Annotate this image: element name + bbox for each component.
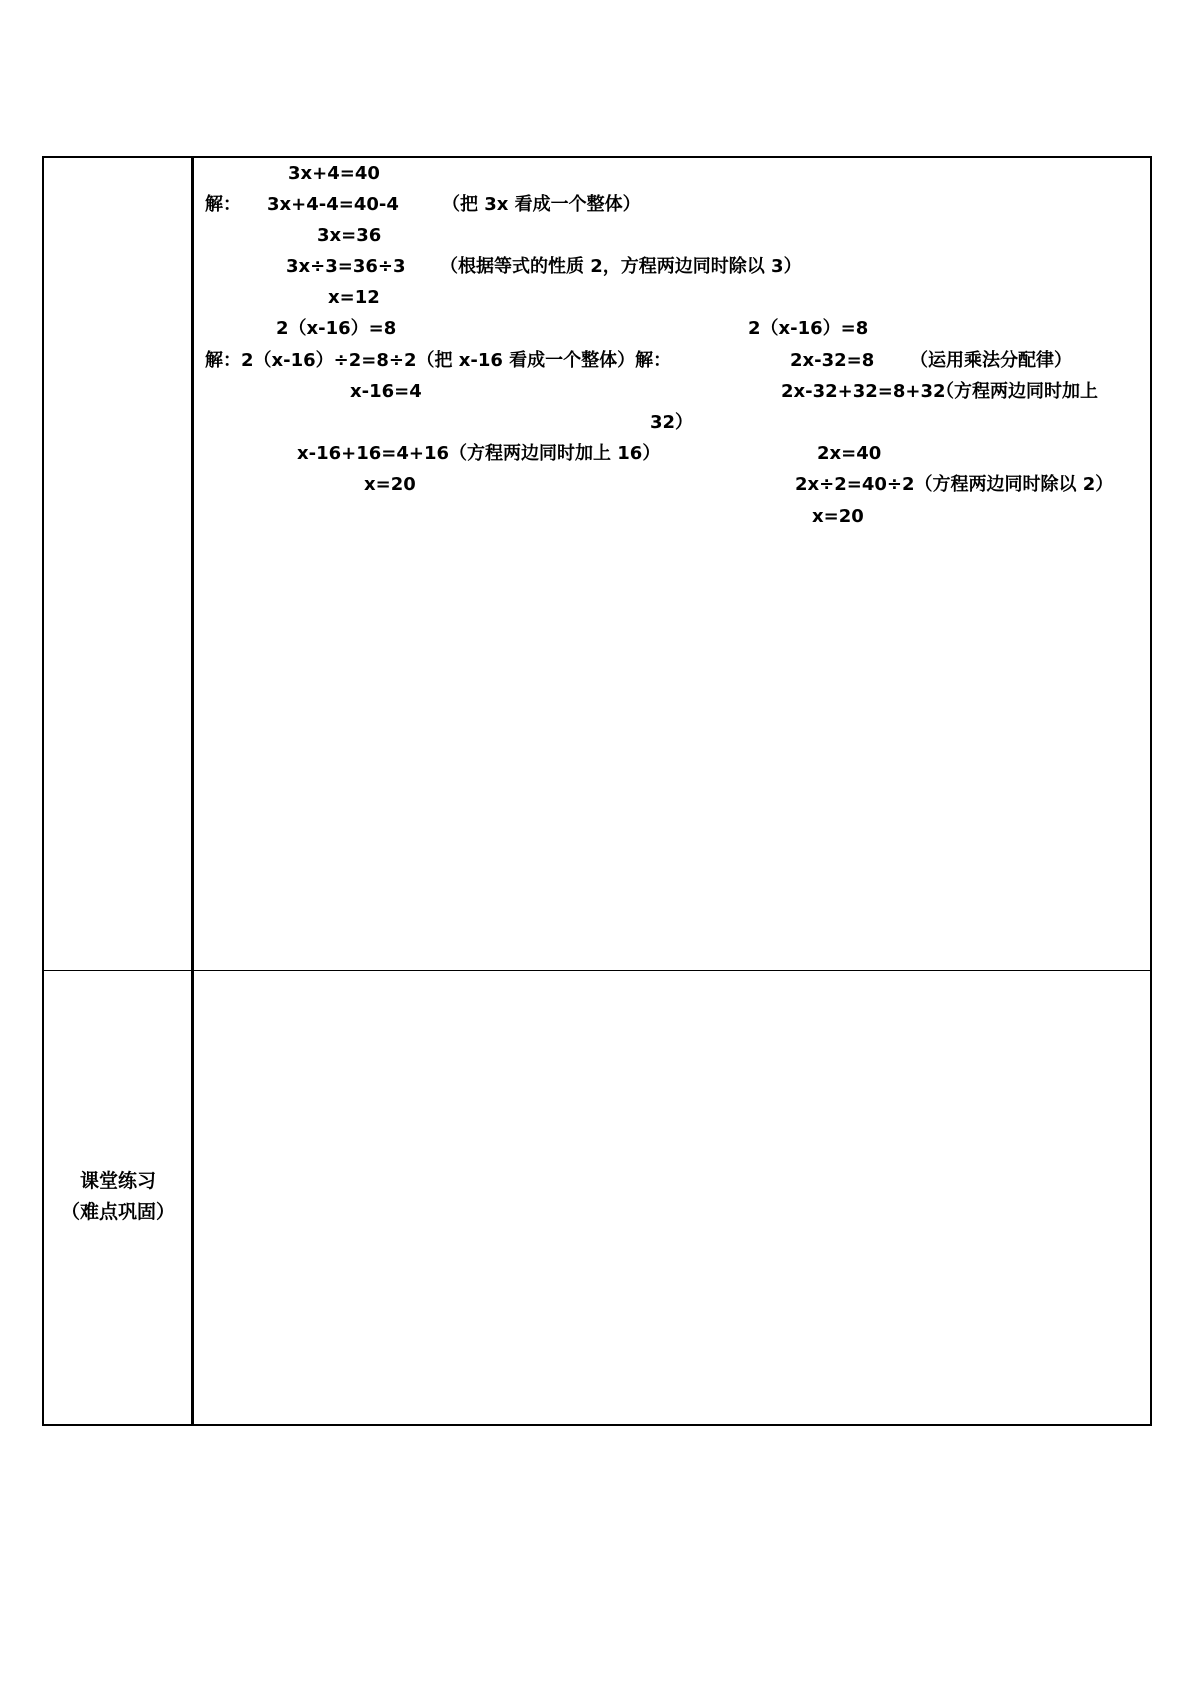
equation-1-step-3: 3x÷3=36÷3	[286, 256, 406, 277]
table-column-divider	[191, 156, 194, 1426]
equation-2-left: 2（x-16）=8	[276, 318, 397, 339]
equation-1-result: x=12	[328, 287, 380, 308]
equation-2-left-step-1: 解：2（x-16）÷2=8÷2（把 x-16 看成一个整体）解：	[205, 350, 672, 371]
equation-2-left-step-3: x-16+16=4+16（方程两边同时加上 16）	[297, 443, 661, 464]
equation-1-note-1: （把 3x 看成一个整体）	[442, 194, 641, 215]
table-middle-border	[42, 970, 1152, 971]
equation-1-note-2: （根据等式的性质 2，方程两边同时除以 3）	[440, 256, 802, 277]
solution-label: 解：	[205, 194, 241, 215]
equation-2-right-step-2: 2x-32+32=8+32	[781, 381, 946, 402]
section-2-label-line-2: （难点巩固）	[60, 1201, 175, 1223]
equation-2-right-note-2-cont: 32）	[650, 412, 694, 433]
equation-2-left-step-2: x-16=4	[350, 381, 422, 402]
equation-2-right-step-1: 2x-32=8	[790, 350, 875, 371]
equation-1-step-1: 3x+4-4=40-4	[267, 194, 399, 215]
equation-1: 3x+4=40	[288, 163, 380, 184]
equation-2-right-result: x=20	[812, 506, 864, 527]
table-right-border	[1150, 156, 1152, 1426]
table-top-border	[42, 156, 1152, 158]
equation-2-right-step-4: 2x÷2=40÷2（方程两边同时除以 2）	[795, 474, 1114, 495]
table-bottom-border	[42, 1424, 1152, 1426]
equation-2-right-note-2: （方程两边同时加上	[936, 381, 1098, 402]
equation-1-step-2: 3x=36	[317, 225, 382, 246]
section-2-label-line-1: 课堂练习	[79, 1170, 156, 1192]
equation-2-right: 2（x-16）=8	[748, 318, 869, 339]
equation-2-right-step-3: 2x=40	[817, 443, 882, 464]
table-left-border	[42, 156, 44, 1426]
equation-2-left-result: x=20	[364, 474, 416, 495]
section-2-label	[43, 1166, 193, 1228]
equation-2-right-note-1: （运用乘法分配律）	[910, 350, 1072, 371]
